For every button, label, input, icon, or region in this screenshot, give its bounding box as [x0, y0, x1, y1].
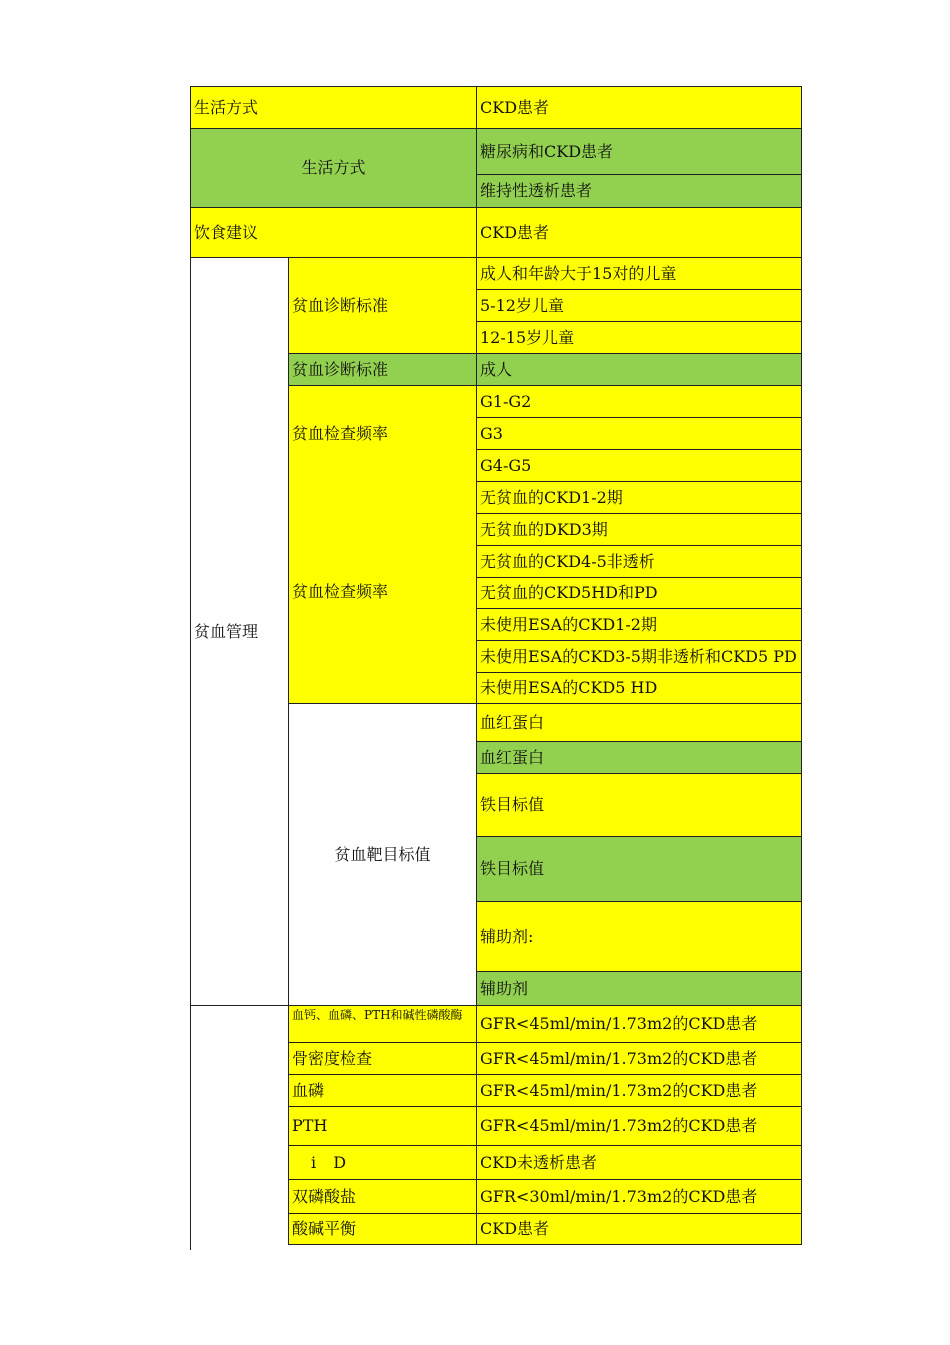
lifestyle-merged-label: 生活方式	[190, 128, 477, 208]
mineral-value: GFR<45ml/min/1.73m2的CKD患者	[476, 1074, 802, 1107]
diagnosis-item: 成人和年龄大于15对的儿童	[476, 257, 802, 290]
anemia-diagnosis-label: 贫血诊断标准	[288, 257, 477, 354]
target-item: 血红蛋白	[476, 703, 802, 742]
diagnosis-item: 12-15岁儿童	[476, 321, 802, 354]
mineral-label: PTH	[288, 1106, 477, 1146]
target-item: 铁目标值	[476, 773, 802, 837]
diet-target: CKD患者	[476, 207, 802, 258]
lifestyle-dialysis: 维持性透析患者	[476, 174, 802, 208]
mineral-value: GFR<45ml/min/1.73m2的CKD患者	[476, 1042, 802, 1075]
mineral-label: 血钙、血磷、PTH和碱性磷酸酶	[288, 1005, 477, 1043]
frequency-item: 无贫血的CKD1-2期	[476, 481, 802, 514]
frequency-item: 无贫血的DKD3期	[476, 513, 802, 546]
frequency-item: G1-G2	[476, 385, 802, 418]
anemia-frequency-label-b: 贫血检查频率	[288, 481, 477, 704]
anemia-group-label: 贫血管理	[190, 257, 289, 1006]
target-item: 辅助剂	[476, 971, 802, 1006]
anemia-diagnosis-adult-label: 贫血诊断标准	[288, 353, 477, 386]
frequency-item: G3	[476, 417, 802, 450]
diagnosis-adult-item: 成人	[476, 353, 802, 386]
mineral-label: 双磷酸盐	[288, 1179, 477, 1214]
mineral-label: 血磷	[288, 1074, 477, 1107]
mineral-label: 骨密度检查	[288, 1042, 477, 1075]
target-item: 血红蛋白	[476, 741, 802, 774]
anemia-targets-label: 贫血靶目标值	[288, 703, 477, 1006]
diagnosis-item: 5-12岁儿童	[476, 289, 802, 322]
mineral-value: GFR<45ml/min/1.73m2的CKD患者	[476, 1106, 802, 1146]
frequency-item: 未使用ESA的CKD5 HD	[476, 672, 802, 704]
mineral-value: CKD未透析患者	[476, 1145, 802, 1180]
mineral-label: i D	[288, 1145, 477, 1180]
lifestyle-label: 生活方式	[190, 86, 477, 129]
lifestyle-diabetes-ckd: 糖尿病和CKD患者	[476, 128, 802, 175]
mineral-value: GFR<30ml/min/1.73m2的CKD患者	[476, 1179, 802, 1214]
target-item: 铁目标值	[476, 836, 802, 902]
target-item: 辅助剂:	[476, 901, 802, 972]
anemia-frequency-label-a: 贫血检查频率	[288, 385, 477, 481]
frequency-item: 无贫血的CKD4-5非透析	[476, 545, 802, 578]
frequency-item: 未使用ESA的CKD3-5期非透析和CKD5 PD	[476, 640, 802, 673]
lifestyle-target: CKD患者	[476, 86, 802, 129]
mineral-value: GFR<45ml/min/1.73m2的CKD患者	[476, 1005, 802, 1043]
frequency-item: G4-G5	[476, 449, 802, 482]
diet-label: 饮食建议	[190, 207, 477, 258]
mineral-group-cell	[190, 1005, 289, 1250]
frequency-item: 无贫血的CKD5HD和PD	[476, 577, 802, 609]
mineral-value: CKD患者	[476, 1213, 802, 1245]
frequency-item: 未使用ESA的CKD1-2期	[476, 608, 802, 641]
mineral-label: 酸碱平衡	[288, 1213, 477, 1245]
